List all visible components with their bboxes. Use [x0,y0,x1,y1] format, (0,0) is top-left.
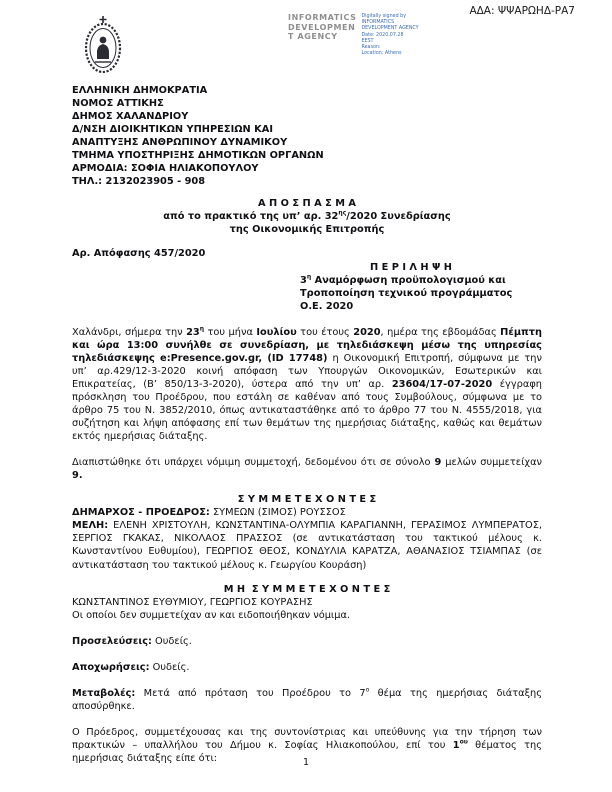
letterhead-line: ΝΟΜΟΣ ΑΤΤΙΚΗΣ [72,98,164,110]
letterhead-line: ΔΗΜΟΣ ΧΑΛΑΝΔΡΙΟΥ [72,111,189,123]
letterhead [72,84,542,188]
decision-number: Αρ. Απόφασης 457/2020 [72,248,206,260]
ada-code: ΑΔΑ: ΨΨΑΡΩΗΔ-ΡΑ7 [469,5,575,17]
letterhead-line: ΕΛΛΗΝΙΚΗ ΔΗΜΟΚΡΑΤΙΑ [72,85,208,96]
letterhead-line: ΤΜΗΜΑ ΥΠΟΣΤΗΡΙΞΗΣ ΔΗΜΟΤΙΚΩΝ ΟΡΓΑΝΩΝ [72,150,324,162]
excerpt-committee: της Οικονομικής Επιτροπής [229,224,385,236]
non-participants-note: Οι οποίοι δεν συμμετείχαν αν και ειδοποιήθηκαν νόμιμα. [72,609,351,621]
municipal-emblem-icon [84,15,122,79]
summary-line: $3^\eta$ Αναμόρφωση προϋπολογισμού και [300,273,506,287]
letterhead-line: ΑΝΑΠΤΥΞΗΣ ΑΝΘΡΩΠΙΝΟΥ ΔΥΝΑΜΙΚΟΥ [72,137,288,149]
letterhead-line: ΑΡΜΟΔΙΑ: ΣΟΦΙΑ ΗΛΙΑΚΟΠΟΥΛΟΥ [72,163,259,175]
signature-agency-name: INFORMATICS DEVELOPMEN T AGENCY [288,13,357,42]
departures-line: Αποχωρήσεις: Ουδείς. [72,661,190,673]
participants-heading: Σ Υ Μ Μ Ε Τ Ε Χ Ο Ν Τ Ε Σ [237,494,377,506]
mayor-line: ΔΗΜΑΡΧΟΣ - ΠΡΟΕΔΡΟΣ: ΣΥΜΕΩΝ (ΣΙΜΟΣ) ΡΟΥΣΣΟΣ [72,507,346,519]
summary-title: Π Ε Ρ Ι Λ Η Ψ Η [370,262,452,274]
summary-block [300,261,522,313]
summary-line: Τροποποίηση τεχνικού προγράμματος [300,288,513,300]
non-participants-names: ΚΩΝΣΤΑΝΤΙΝΟΣ ΕΥΘΥΜΙΟΥ, ΓΕΩΡΓΙΟΣ ΚΟΥΡΑΣΗΣ [72,596,313,608]
changes-paragraph: Μεταβολές: Μετά από πρόταση του Προέδρου το $7^o$ θέμα της ημερήσιας διάταξης αποσύρθηκε. [72,686,542,712]
excerpt-title-block [72,197,542,236]
members-paragraph: ΜΕΛΗ: ΕΛΕΝΗ ΧΡΙΣΤΟΥΛΗ, ΚΩΝΣΤΑΝΤΙΝΑ-ΟΛΥΜΠΙΑ ΚΑΡΑΓΙΑΝΝΗ, ΓΕΡΑΣΙΜΟΣ ΛΥΜΠΕΡΑΤΟΣ, ΣΕΡΓΙΟΣ ΓΚΑΚΑΣ, ΝΙΚΟΛΑΟΣ ΠΡΑΣΣΟΣ (σε αντικατάσταση του τακτικού μέλους κ. Κωνσταντίνου Ευθυμίου), ΓΕΩΡΓΙΟΣ ΘΕΟΣ, ΚΟΝΔΥΛΙΑ ΚΑΡΑΤΖΑ, ΑΘΑΝΑΣΙΟΣ ΤΣΙΑΜΠΑΣ (σε αντικατάσταση του τακτικού μέλους κ. Γεωργίου Κουράση) [72,520,542,571]
signature-details: Digitally signed by INFORMATICS DEVELOPMENT AGENCY Date: 2020.07.28 EEST Reason: Location: Athens [361,14,419,57]
excerpt-title: Α Π Ο Σ Π Α Σ Μ Α [258,198,356,210]
quorum-paragraph: Διαπιστώθηκε ότι υπάρχει νόμιμη συμμετοχή, δεδομένου ότι σε σύνολο 9 μελών συμμετείχαν 9. [72,457,543,482]
letterhead-line: Δ/ΝΣΗ ΔΙΟΙΚΗΤΙΚΩΝ ΥΠΗΡΕΣΙΩΝ ΚΑΙ [72,124,273,136]
excerpt-subtitle: από το πρακτικό της υπ’ αρ. $32^{\eta\varsigma}/2020$ Συνεδρίασης [163,209,451,223]
digital-signature-stamp [288,13,419,58]
non-participants-heading: Μ Η Σ Υ Μ Μ Ε Τ Ε Χ Ο Ν Τ Ε Σ [223,583,391,595]
intro-paragraph: Χαλάνδρι, σήμερα την $23^\eta$ του μήνα Ιουλίου του έτους 2020, ημέρα της εβδομάδας Πέμπτη και ώρα 13:00 συνήλθε σε συνεδρίαση, με τηλεδιάσκεψη μέσω της υπηρεσίας τηλεδιάσκεψης e:Presence.gov.gr, (ID 17748) η Οικονομική Επιτροπή, σύμφωνα με την υπ’ αρ.429/12-3-2020 κοινή απόφαση των Υπουργών Οικονομικών, Εσωτερικών και Επικρατείας, (Β’ 850/13-3-2020), ύστερα από την υπ’ αρ. 23604/17-07-2020 έγγραφη πρόσκληση του Προέδρου, που εστάλη σε καθέναν από τους Συμβούλους, σύμφωνα με το άρθρο 75 του Ν. 3852/2010, όπως αντικαταστάθηκε από το άρθρο 77 του Ν. 4555/2018, για συζήτηση και λήψη απόφασης επί των θεμάτων της ημερήσιας διάταξης, καθώς και θεμάτων εκτός ημερήσιας διάταξης. [72,325,543,443]
summary-line: Ο.Ε. 2020 [300,301,354,313]
arrivals-line: Προσελεύσεις: Ουδείς. [72,635,192,647]
closing-paragraph: Ο Πρόεδρος, συμμετέχουσας και της συντονίστριας και υπεύθυνης για την τήρηση των πρακτικών – υπαλλήλου του Δήμου κ. Σοφίας Ηλιακοπούλου, επί του $1^{o\upsilon}$ θέματος της ημερήσιας διάταξης είπε ότι: [72,726,542,764]
document-content [72,84,542,765]
letterhead-line: ΤΗΛ.: 2132023905 - 908 [72,176,206,188]
page-number: 1 [302,757,310,769]
